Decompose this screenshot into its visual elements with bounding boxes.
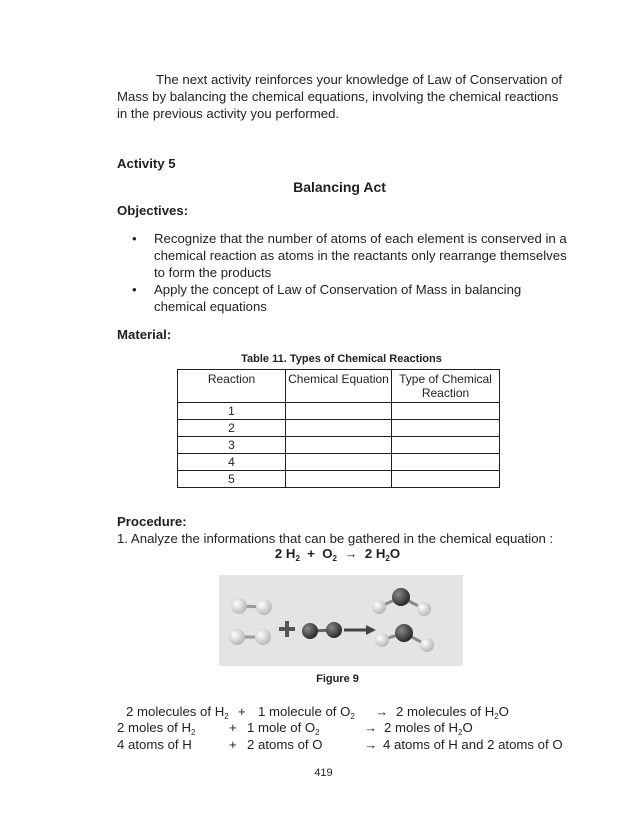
header-reaction: Reaction xyxy=(178,370,286,403)
info-plus: + xyxy=(238,704,246,719)
header-type: Type of Chemical Reaction xyxy=(392,370,500,403)
info-arrow: → xyxy=(364,720,378,735)
table-header-row xyxy=(178,370,500,403)
table-caption: Table 11. Types of Chemical Reactions xyxy=(241,353,442,365)
table-row xyxy=(178,454,500,471)
table-cell: 5 xyxy=(178,471,286,488)
procedure-heading: Procedure: xyxy=(117,514,187,529)
molecule-model-illustration xyxy=(219,575,463,666)
info-subscript: 2 xyxy=(191,728,196,737)
equation-plus: + xyxy=(307,546,315,561)
table-cell xyxy=(392,471,500,488)
objective-text: Apply the concept of Law of Conservation of Mass in balancing chemical equations xyxy=(154,282,522,314)
info-arrow: → xyxy=(364,737,378,752)
water-molecule xyxy=(375,624,434,652)
info-arrow: → xyxy=(375,704,389,719)
equation-subscript: 2 xyxy=(385,554,390,563)
figure-caption: Figure 9 xyxy=(316,673,359,685)
objectives-list xyxy=(117,230,572,315)
reaction-arrow xyxy=(344,625,376,635)
table-cell xyxy=(286,454,392,471)
info-text: 2 molecules of H xyxy=(126,704,225,719)
info-moles-product xyxy=(384,720,473,737)
equation-term: 2 H xyxy=(364,546,386,561)
table-row xyxy=(178,471,500,488)
plus-sign xyxy=(279,621,295,637)
info-text: 1 mole of O xyxy=(247,720,316,735)
info-row xyxy=(0,704,639,721)
info-subscript: 2 xyxy=(315,728,320,737)
table-row xyxy=(178,437,500,454)
table-row xyxy=(178,403,500,420)
info-text: 1 molecule of O xyxy=(258,704,351,719)
activity-label: Activity 5 xyxy=(117,156,176,171)
info-molecules-reactant xyxy=(126,704,229,721)
equation-subscript: 2 xyxy=(295,554,300,563)
table-cell xyxy=(392,454,500,471)
molecule-model-photo xyxy=(219,575,463,666)
procedure-step: 1. Analyze the informations that can be gathered in the chemical equation : xyxy=(117,531,554,546)
info-subscript: 2 xyxy=(458,728,463,737)
hydrogen-molecule xyxy=(229,629,271,645)
equation-term: 2 H xyxy=(274,546,296,561)
info-text: O xyxy=(498,704,509,719)
info-moles-reactant2 xyxy=(247,720,320,737)
info-text: 2 moles of H xyxy=(117,720,192,735)
info-text: 2 molecules of H xyxy=(396,704,495,719)
objective-item xyxy=(117,281,572,315)
equation-subscript: 2 xyxy=(332,554,337,563)
equation-arrow: → xyxy=(344,546,358,561)
info-atoms-product: 4 atoms of H and 2 atoms of O xyxy=(383,737,563,752)
reactions-table xyxy=(177,369,500,488)
water-molecule xyxy=(372,588,431,616)
info-atoms-reactant2: 2 atoms of O xyxy=(247,737,323,752)
equation-term: O xyxy=(322,546,333,561)
info-subscript: 2 xyxy=(224,712,229,721)
table-cell xyxy=(392,403,500,420)
info-plus: + xyxy=(229,737,237,752)
info-row xyxy=(0,737,639,754)
material-heading: Material: xyxy=(117,327,172,342)
table-cell xyxy=(286,471,392,488)
table-cell: 1 xyxy=(178,403,286,420)
hydrogen-molecule xyxy=(231,598,272,615)
table-cell xyxy=(286,437,392,454)
info-subscript: 2 xyxy=(494,712,499,721)
table-cell xyxy=(286,403,392,420)
info-molecules-product xyxy=(396,704,509,721)
table-cell xyxy=(392,437,500,454)
table-cell: 4 xyxy=(178,454,286,471)
bullet-icon: • xyxy=(132,282,137,297)
table-row xyxy=(178,420,500,437)
info-text: O xyxy=(462,720,473,735)
info-subscript: 2 xyxy=(350,712,355,721)
info-row xyxy=(0,720,639,737)
objective-text: Recognize that the number of atoms of each element is conserved in a chemical reaction as atoms in the reactants only rearrange themselves to form the products xyxy=(154,231,567,280)
info-plus: + xyxy=(229,720,237,735)
table-cell xyxy=(286,420,392,437)
activity-title: Balancing Act xyxy=(293,179,386,195)
info-text: 2 moles of H xyxy=(384,720,459,735)
table-cell: 2 xyxy=(178,420,286,437)
intro-paragraph: The next activity reinforces your knowledge of Law of Conservation of Mass by balancing the chemical equations, involving the chemical reactions in the previous activity you performed. xyxy=(117,72,563,121)
info-molecules-reactant2 xyxy=(258,704,355,721)
info-atoms-reactant: 4 atoms of H xyxy=(117,737,192,752)
page-number: 419 xyxy=(314,767,333,779)
header-chemical-equation: Chemical Equation xyxy=(286,370,392,403)
bullet-icon: • xyxy=(132,231,137,246)
chemical-equation xyxy=(0,546,639,563)
info-moles-reactant xyxy=(117,720,195,737)
table-cell xyxy=(392,420,500,437)
oxygen-molecule xyxy=(302,622,342,639)
equation-term: O xyxy=(389,546,401,561)
table-cell: 3 xyxy=(178,437,286,454)
objectives-heading: Objectives: xyxy=(117,203,189,218)
objective-item xyxy=(117,230,572,281)
